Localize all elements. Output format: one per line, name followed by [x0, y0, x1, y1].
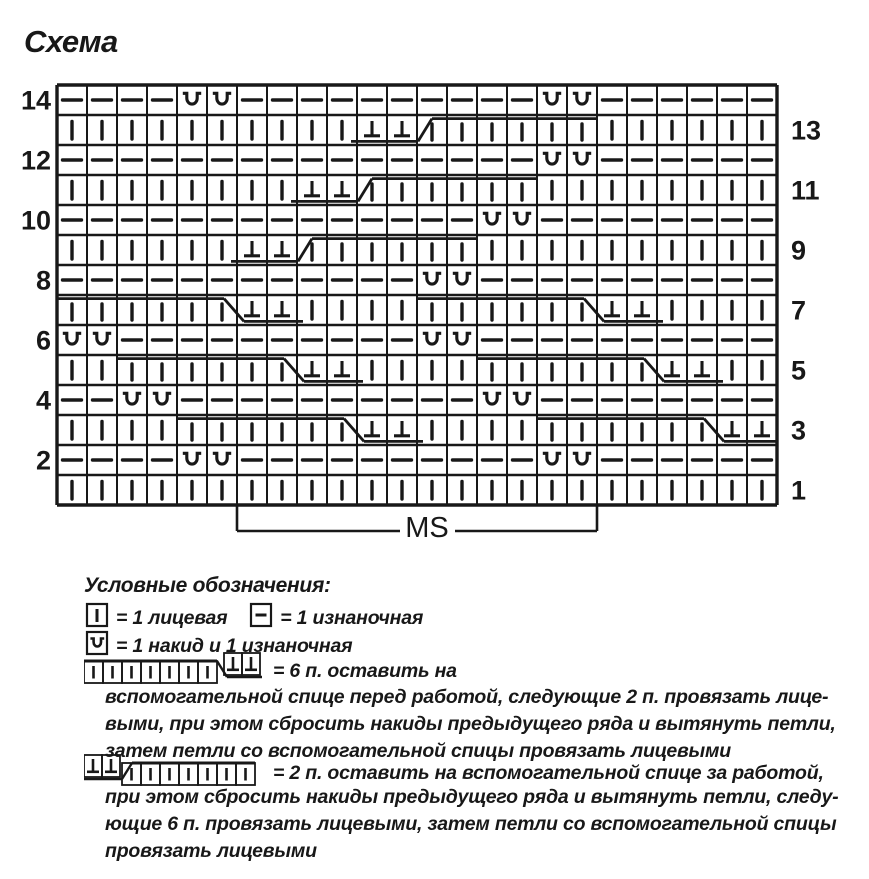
- cable-front-text-line: вспомогательной спице перед работой, следующие 2 п. провязать лице-: [105, 686, 829, 708]
- cable-front-label: = 6 п. оставить на: [273, 659, 457, 682]
- ms-label: MS: [405, 512, 449, 544]
- row-number-left: 4: [35, 385, 51, 416]
- cable-back-text-line: при этом сбросить накиды предыдущего ряда и вытянуть петли, следу-: [105, 786, 839, 808]
- row-number-right: 7: [791, 295, 807, 326]
- row-number-left: 8: [35, 265, 51, 296]
- yarnover-purl-label: = 1 накид и 1 изнаночная: [116, 634, 353, 657]
- row-number-right: 9: [791, 235, 807, 266]
- cable-back-text-line: провязать лицевыми: [105, 840, 317, 862]
- row-number-left: 10: [20, 205, 51, 236]
- row-number-right: 11: [791, 175, 820, 206]
- cable-back-text-line: ющие 6 п. провязать лицевыми, затем петли со вспомогательной спицы: [105, 813, 837, 835]
- row-number-left: 12: [20, 145, 51, 176]
- legend-title: Условные обозначения:: [84, 574, 331, 597]
- row-number-right: 1: [791, 475, 807, 506]
- row-number-left: 6: [35, 325, 51, 356]
- row-number-right: 3: [791, 415, 807, 446]
- row-number-left: 14: [20, 85, 51, 116]
- row-number-right: 13: [791, 115, 822, 146]
- cable-front-text-line: выми, при этом сбросить накиды предыдущего ряда и вытянуть петли,: [105, 713, 836, 735]
- cable-front-text-line: затем петли со вспомогательной спицы провязать лицевыми: [105, 740, 731, 762]
- row-number-left: 2: [35, 445, 51, 476]
- knit-stitch-label: = 1 лицевая: [116, 606, 228, 629]
- page-title: Схема: [24, 24, 118, 59]
- purl-stitch-label: = 1 изнаночная: [280, 606, 424, 629]
- cable-back-label: = 2 п. оставить на вспомогательной спице за работой,: [273, 761, 824, 784]
- row-number-right: 5: [791, 355, 807, 386]
